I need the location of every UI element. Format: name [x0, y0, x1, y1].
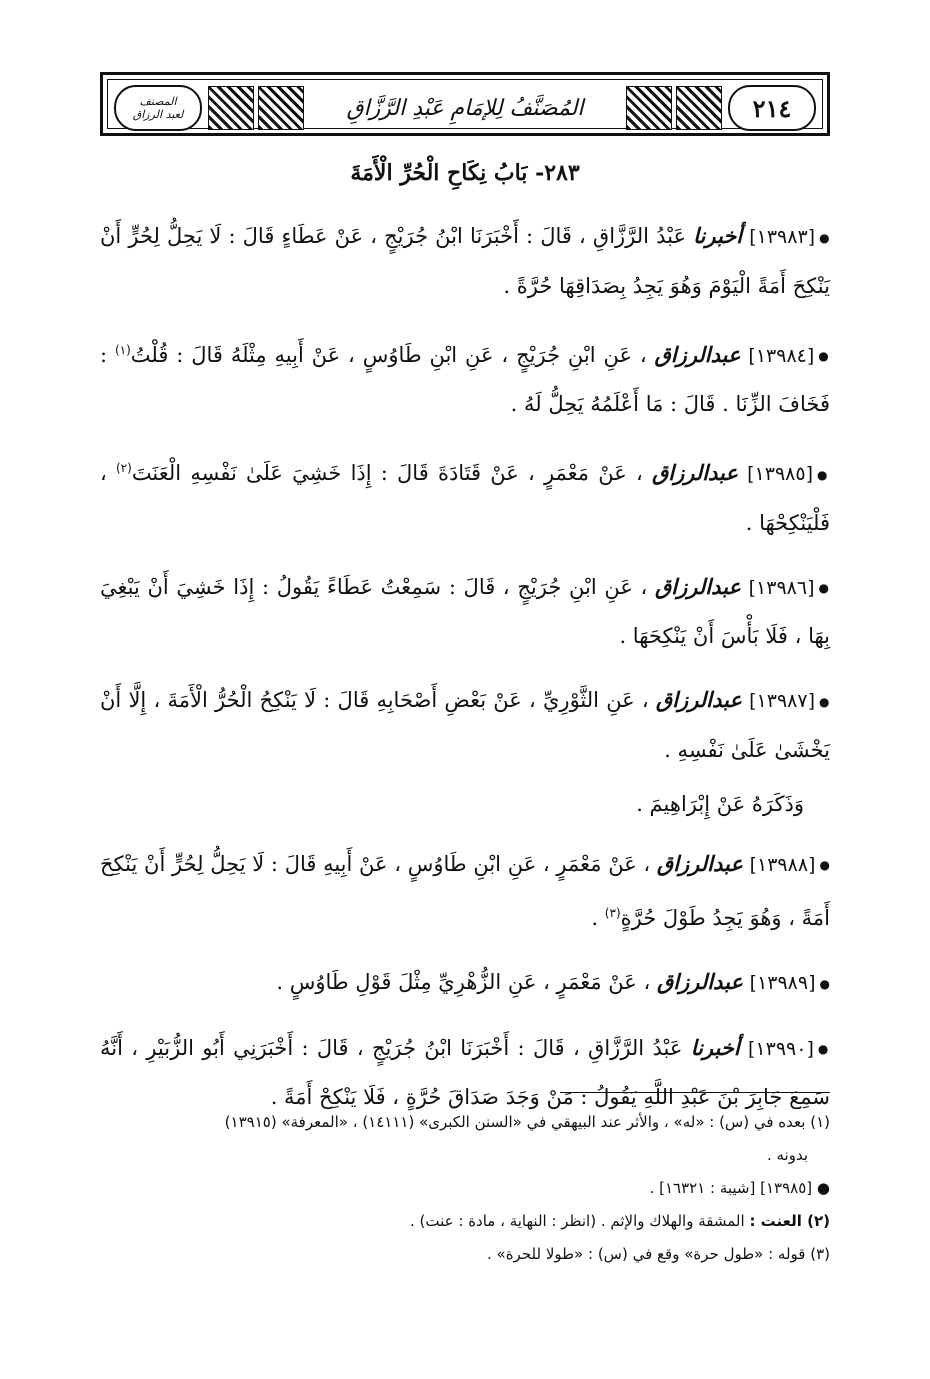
- entry-number: [١٣٩٨٨]: [749, 853, 816, 876]
- footnote-2: [100, 1205, 830, 1238]
- entry-number: [١٣٩٨٦]: [748, 576, 815, 599]
- footnote-ref: (٣): [604, 906, 621, 920]
- entry-13986: [100, 563, 830, 661]
- entry-number: [١٣٩٨٧]: [749, 690, 815, 712]
- bullet-icon: ●: [817, 1042, 830, 1056]
- entry-source: عبدالرزاق: [651, 460, 738, 485]
- footnote-2-text: المشقة والهلاك والإثم . (انظر : النهاية ، مادة : عنت) .: [410, 1212, 745, 1230]
- entry-text-continued: .: [591, 906, 599, 930]
- footnote-1: (١) بعده في (س) : «له» ، والأثر عند البيهقي في «السنن الكبرى» (١٤١١١) ، «المعرفة» (١٣٩١٥): [224, 1113, 830, 1131]
- footnote-1-continued: بدونه .: [766, 1146, 808, 1164]
- entry-text: ، عَنْ مَعْمَرٍ ، عَنِ الزُّهْرِيِّ مِثْلَ قَوْلِ طَاوُسٍ .: [276, 970, 651, 994]
- chapter-title: ٢٨٣- بَابُ نِكَاحِ الْحُرِّ الْأَمَةَ: [350, 160, 580, 186]
- entry-source: أخبرنا: [690, 1034, 740, 1060]
- bullet-icon: ●: [819, 976, 830, 991]
- bullet-icon: ●: [819, 858, 830, 872]
- entry-source: أخبرنا: [693, 223, 743, 248]
- footnotes: [100, 1106, 830, 1271]
- bullet-icon: ●: [819, 694, 830, 709]
- ornament-pattern-icon: [626, 86, 672, 130]
- entry-source: عبدالرزاق: [656, 969, 743, 994]
- main-text: [100, 212, 830, 1137]
- entry-text: ، عَنِ ابْنِ جُرَيْجٍ ، قَالَ : سَمِعْتُ عَطَاءً يَقُولُ : إِذَا خَشِيَ أَنْ يَبْغِيَ بِهَا ، فَلَا بَأْسَ أَنْ يَنْكِحَهَا .: [100, 574, 830, 648]
- footnote-separator: [560, 1092, 830, 1093]
- entry-13984: [100, 326, 830, 429]
- bullet-icon: ●: [819, 230, 830, 245]
- entry-number: [١٣٩٨٥]: [747, 463, 813, 485]
- entry-text: عَبْدُ الرَّزَّاقِ ، قَالَ : أَخْبَرَنَا ابْنُ جُرَيْجٍ ، قَالَ : أَخْبَرَنِي أَبُو الزُّبَيْرِ ، أَنَّهُ سَمِعَ جَابِرَ بْنَ عَبْدِ اللَّهِ يَقُولُ : مَنْ وَجَدَ صَدَاقَ حُرَّةٍ ، فَلَا يَنْكِحْ أَمَةً .: [100, 1035, 830, 1109]
- bullet-icon: ●: [818, 581, 830, 595]
- entry-note: وَذَكَرَهُ عَنْ إِبْرَاهِيمَ .: [636, 791, 804, 816]
- footnote-3: (٣) قوله : «طول حرة» وقع في (س) : «طولا للحرة» .: [486, 1245, 830, 1263]
- entry-source: عبدالرزاق: [654, 573, 741, 599]
- entry-text-continued: ، فَلْيَنْكِحْهَا .: [100, 461, 830, 535]
- entry-13989: [100, 958, 830, 1008]
- page-number: ٢١٤: [752, 93, 792, 123]
- entry-13985: [100, 444, 830, 547]
- entry-13987: [100, 676, 830, 774]
- entry-13983: [100, 212, 830, 310]
- footnote-reference-line: ● [١٣٩٨٥] [شيبة : ١٦٣٢١] .: [649, 1179, 830, 1197]
- entry-source: عبدالرزاق: [656, 850, 743, 876]
- entry-source: عبدالرزاق: [654, 341, 741, 367]
- entry-text: ، عَنِ الثَّوْرِيِّ ، عَنْ بَعْضِ أَصْحَابِهِ قَالَ : لَا يَنْكِحُ الْحُرُّ الْأَمَةَ ، إِلَّا أَنْ يَخْشَىٰ عَلَىٰ نَفْسِهِ .: [100, 688, 830, 762]
- entry-number: [١٣٩٨٤]: [748, 344, 815, 367]
- ornament-pattern-icon: [208, 86, 254, 130]
- logo-text-line-1: المصنف: [139, 95, 177, 108]
- entry-text-continued: : فَخَافَ الزِّنَا . قَالَ : مَا أَعْلَمُهُ يَحِلُّ لَهُ .: [100, 342, 830, 416]
- bullet-icon: ●: [817, 467, 830, 482]
- entry-13988: [100, 840, 830, 943]
- ornament-pattern-icon: [258, 86, 304, 130]
- page-number-badge: [728, 85, 816, 131]
- entry-number: [١٣٩٩٠]: [748, 1037, 814, 1060]
- bullet-icon: ●: [818, 349, 830, 363]
- entry-number: [١٣٩٨٣]: [749, 226, 816, 248]
- footnote-ref: (١): [114, 342, 131, 357]
- ornament-pattern-icon: [676, 86, 722, 130]
- running-title: المُصَنَّفُ لِلإمَامِ عَبْدِ الرَّزَّاقِ: [308, 88, 622, 129]
- entry-text: ، عَنْ مَعْمَرٍ ، عَنْ قَتَادَةَ قَالَ : إِذَا خَشِيَ عَلَىٰ نَفْسِهِ الْعَنَتَ: [131, 461, 643, 485]
- entry-number: [١٣٩٨٩]: [749, 972, 816, 994]
- ornamental-header: [100, 72, 830, 136]
- logo-text-line-2: لعبد الرزاق: [132, 108, 184, 121]
- footnote-ref: (٢): [115, 461, 132, 475]
- entry-text: عَبْدُ الرَّزَّاقِ ، قَالَ : أَخْبَرَنَا ابْنُ جُرَيْجٍ ، عَنْ عَطَاءٍ قَالَ : لَا يَحِلُّ لِحُرٍّ أَنْ يَنْكِحَ أَمَةً الْيَوْمَ وَهُوَ يَجِدُ بِصَدَاقِهَا حُرَّةً .: [100, 224, 830, 298]
- book-logo: [114, 85, 202, 131]
- header-inner-border: [107, 79, 823, 129]
- entry-text: ، عَنِ ابْنِ جُرَيْجٍ ، عَنِ ابْنِ طَاوُسٍ ، عَنْ أَبِيهِ مِثْلَهُ قَالَ : قُلْتُ: [130, 342, 647, 367]
- entry-text: ، عَنْ مَعْمَرٍ ، عَنِ ابْنِ طَاوُسٍ ، عَنْ أَبِيهِ قَالَ : لَا يَحِلُّ لِحُرٍّ أَنْ يَنْكِحَ أَمَةً ، وَهُوَ يَجِدُ طَوْلَ حُرَّةٍ: [100, 851, 830, 930]
- footnote-2-label: (٢) العنت :: [749, 1212, 830, 1230]
- entry-source: عبدالرزاق: [655, 687, 742, 712]
